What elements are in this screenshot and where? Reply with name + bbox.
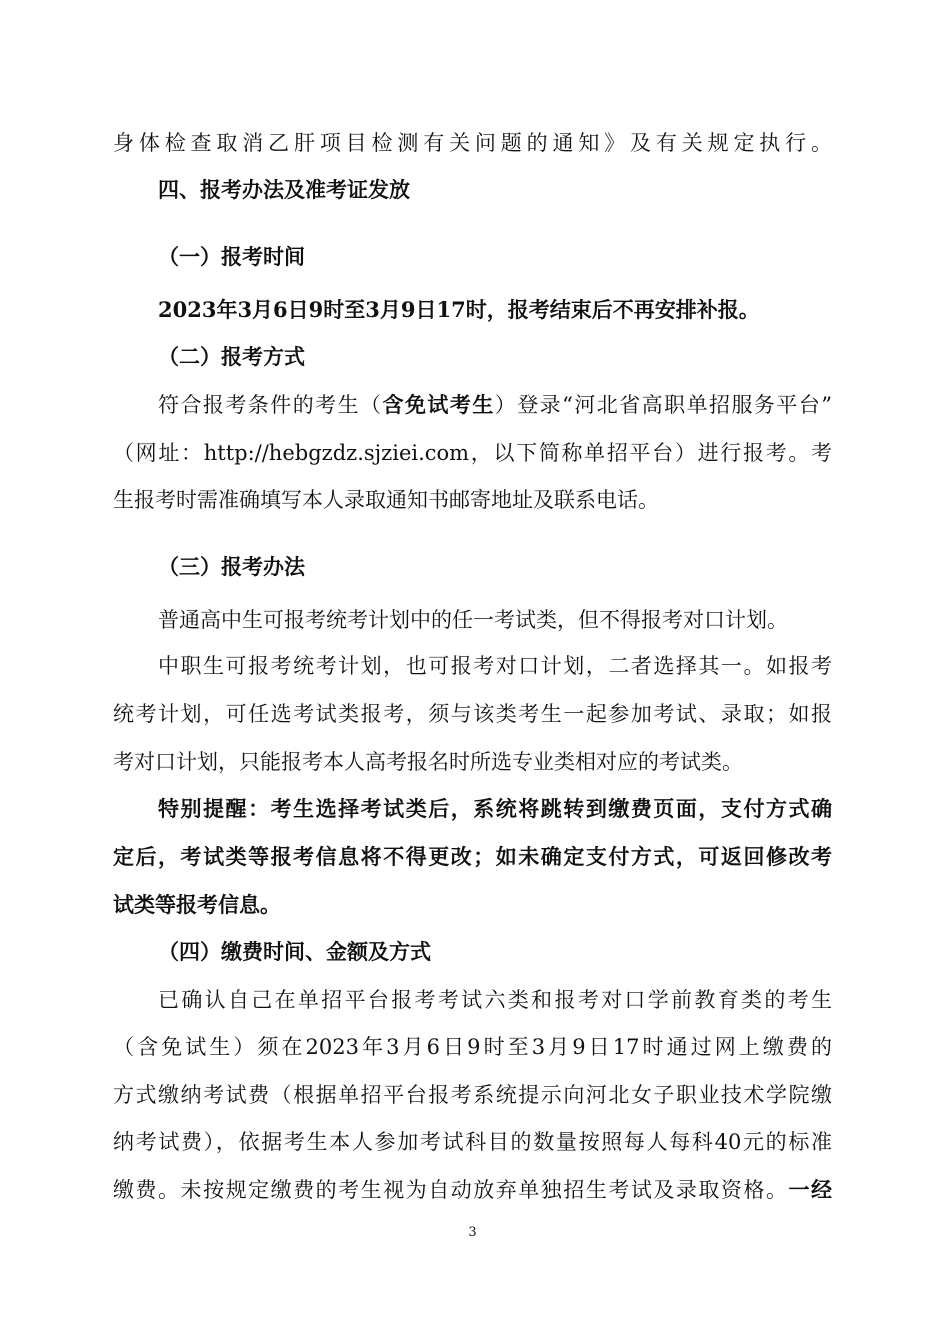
paragraph-line: 身体检查取消乙肝项目检测有关问题的通知》及有关规定执行。	[113, 131, 832, 155]
text: ）登录“河北省高职单招服务平台”	[494, 393, 833, 417]
paragraph-line: （网址：http://hebgzdz.sjziei.com，以下简称单招平台）进行报考。考	[113, 441, 832, 465]
subsection-heading: （二）报考方式	[158, 344, 305, 369]
paragraph-line: 方式缴纳考试费（根据单招平台报考系统提示向河北女子职业技术学院缴	[113, 1083, 832, 1107]
paragraph-line: 已确认自己在单招平台报考考试六类和报考对口学前教育类的考生	[158, 988, 832, 1012]
notice-line: 试类等报考信息。	[113, 892, 281, 917]
paragraph-line	[158, 390, 832, 420]
paragraph-line: 中职生可报考统考计划，也可报考对口计划，二者选择其一。如报考	[158, 654, 832, 678]
text: 缴费。未按规定缴费的考生视为自动放弃单独招生考试及录取资格。	[113, 1178, 789, 1202]
paragraph-line: 考对口计划，只能报考本人高考报名时所选专业类相对应的考试类。	[113, 750, 743, 774]
paragraph-line: 统考计划，可任选考试类报考，须与该类考生一起参加考试、录取；如报	[113, 702, 832, 726]
subsection-heading: （四）缴费时间、金额及方式	[158, 939, 431, 964]
text: 符合报考条件的考生（	[158, 393, 383, 417]
notice-line: 特别提醒：考生选择考试类后，系统将跳转到缴费页面，支付方式确	[158, 796, 832, 821]
bold-text: 一经	[788, 1177, 833, 1202]
section-heading: 四、报考办法及准考证发放	[158, 177, 410, 202]
subsection-heading: （一）报考时间	[158, 244, 305, 269]
paragraph-line: 普通高中生可报考统考计划中的任一考试类，但不得报考对口计划。	[158, 608, 788, 632]
subsection-heading: （三）报考办法	[158, 554, 305, 579]
bold-text: 含免试考生	[382, 392, 495, 417]
notice-line: 定后，考试类等报考信息将不得更改；如未确定支付方式，可返回修改考	[113, 844, 832, 869]
paragraph-line: 纳考试费），依据考生本人参加考试科目的数量按照每人每科40元的标准	[113, 1130, 832, 1154]
paragraph-line: 2023年3月6日9时至3月9日17时，报考结束后不再安排补报。	[158, 297, 760, 322]
paragraph-line: 生报考时需准确填写本人录取通知书邮寄地址及联系电话。	[113, 488, 659, 512]
paragraph-line	[113, 1175, 832, 1205]
page-number: 3	[468, 1225, 477, 1240]
paragraph-line: （含免试生）须在2023年3月6日9时至3月9日17时通过网上缴费的	[113, 1035, 832, 1059]
